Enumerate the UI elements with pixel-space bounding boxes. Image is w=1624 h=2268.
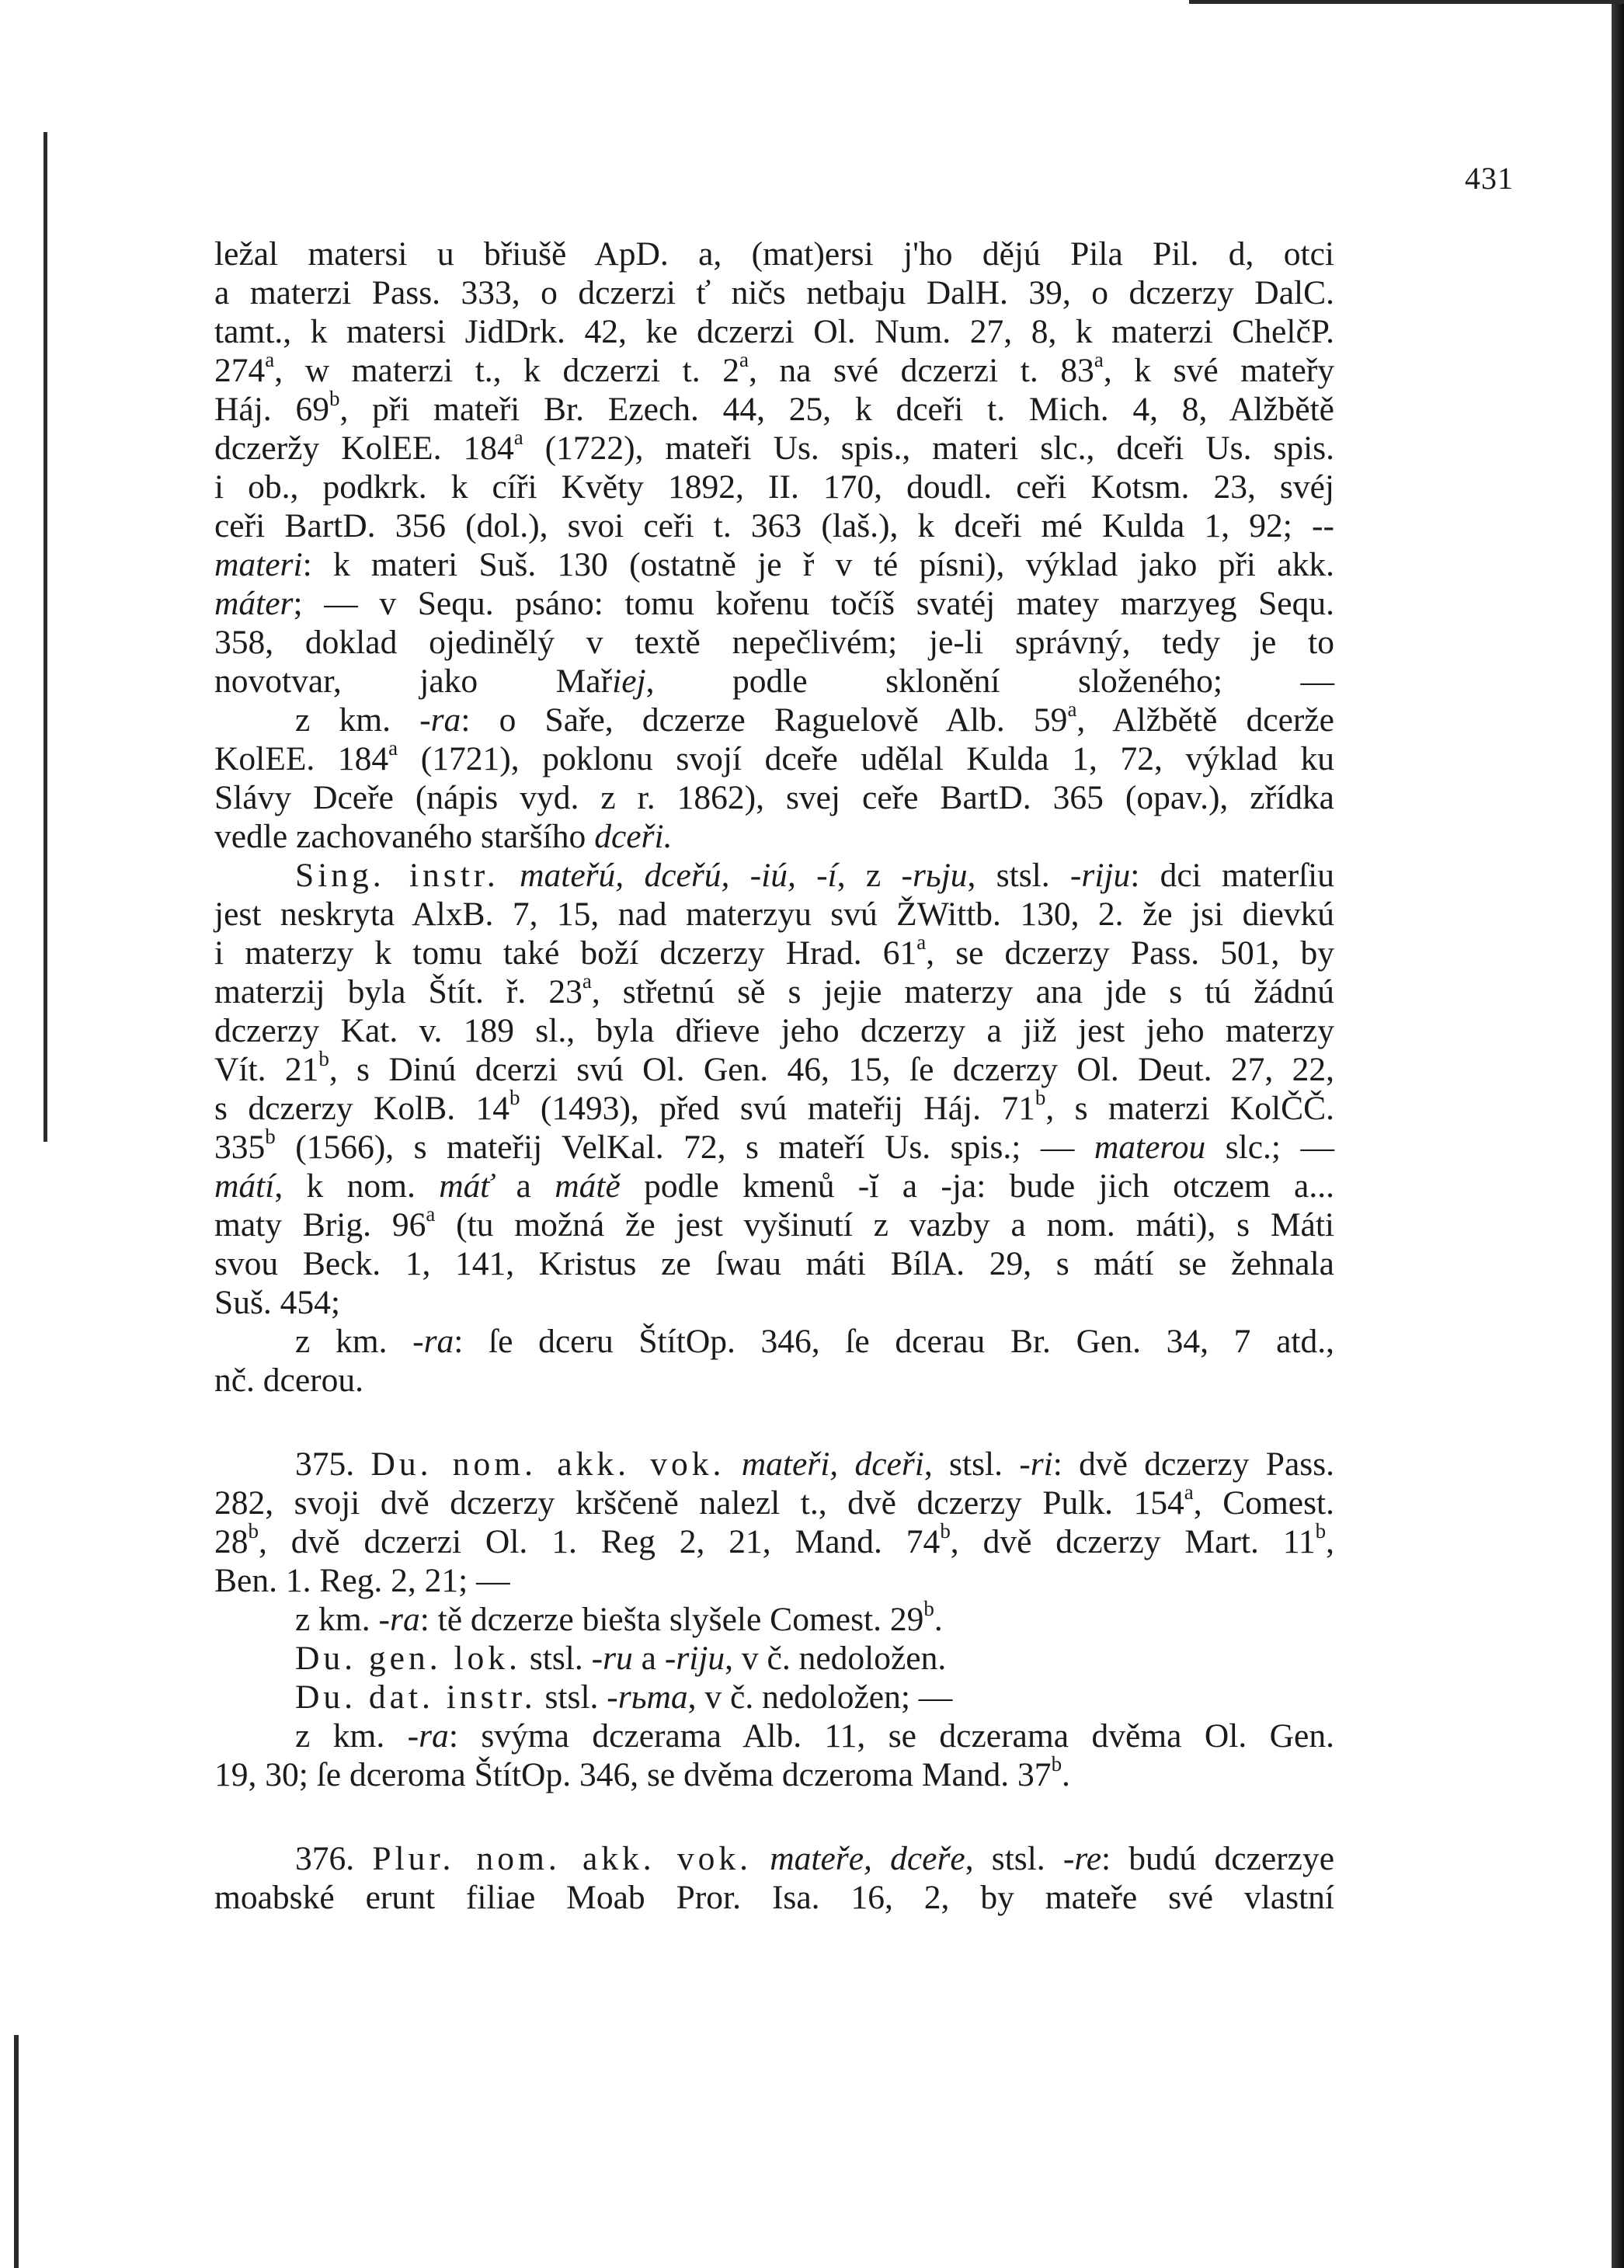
text-run: stsl. <box>536 1678 607 1716</box>
scan-border-top <box>1189 0 1624 4</box>
text-run: , se dczerzy Pass. 501, by <box>926 934 1334 972</box>
text-run: b <box>509 1086 520 1110</box>
text-run: Du. dat. instr. <box>295 1678 537 1716</box>
text-run: iej <box>612 663 646 700</box>
text-run: z km. <box>295 1717 408 1755</box>
text-run: , stsl. <box>923 1445 1020 1483</box>
text-run: Sing. instr. <box>295 857 499 894</box>
text-run: materi <box>214 546 303 583</box>
text-run: 376. <box>295 1840 373 1877</box>
text-line <box>214 662 1334 701</box>
text-run: a <box>632 1640 665 1677</box>
text-run: KolEE. 184 <box>214 740 389 777</box>
text-run: -ri <box>1019 1445 1053 1483</box>
text-line <box>214 1047 1334 1089</box>
text-line <box>214 348 1334 390</box>
text-run: a <box>388 736 398 760</box>
text-run: ležal matersi u břiušě ApD. a, (mat)ersi j'ho dějú Pila Pil. d, otci <box>214 235 1334 273</box>
text-line <box>214 736 1334 778</box>
text-run: a <box>916 931 927 955</box>
text-line <box>214 1167 1334 1205</box>
text-run: a <box>265 348 275 372</box>
text-line <box>214 1717 1334 1755</box>
text-line <box>214 1752 1334 1794</box>
text-run: , dvě dczerzy Mart. 11 <box>950 1523 1316 1560</box>
text-run: nč. dcerou. <box>214 1362 364 1399</box>
text-run: , k nom. <box>274 1167 440 1205</box>
text-run: Du. gen. lok. <box>295 1640 521 1677</box>
text-run: a <box>492 1167 555 1205</box>
text-run: : o Saře, dczerze Raguelově Alb. 59 <box>461 701 1068 739</box>
text-run: , <box>1326 1523 1334 1560</box>
text-run: -ru <box>591 1640 633 1677</box>
text-run: máter <box>214 585 294 622</box>
text-run: a <box>426 1202 436 1226</box>
text-run: materou <box>1094 1129 1206 1166</box>
text-run: Slávy Dceře (nápis vyd. z r. 1862), svej ceře BartD. 365 (opav.), zřídka <box>214 779 1334 816</box>
text-run: . <box>934 1601 943 1638</box>
text-run: 282, svoji dvě dczerzy krščeně nalezl t., dvě dczerzy Pulk. 154 <box>214 1484 1184 1522</box>
text-run: dceři. <box>594 818 673 855</box>
text-line <box>214 584 1334 623</box>
text-line <box>214 1244 1334 1283</box>
text-run: ; — v Sequ. psáno: tomu kořenu točíš svatéj matey marzyeg Sequ. <box>293 585 1334 622</box>
text-run: b <box>1315 1519 1327 1543</box>
text-run: , podle sklonění složeného; — <box>645 663 1334 700</box>
text-run: : dci materſiu <box>1130 857 1334 894</box>
text-line <box>214 235 1334 273</box>
text-run: (1721), poklonu svojí dceře udělal Kulda 1, 72, výklad ku <box>398 740 1334 777</box>
text-run: : k materi Suš. 130 (ostatně je ř v té písni), výklad jako při akk. <box>302 546 1334 583</box>
text-line <box>214 1678 1334 1717</box>
text-run: b <box>923 1597 934 1621</box>
text-run: (1722), mateři Us. spis., materi slc., dceři Us. spis. <box>523 430 1335 467</box>
text-run: z km. <box>295 1601 379 1638</box>
text-run: dczerzy Kat. v. 189 sl., byla dřieve jeho dczerzy a již jest jeho materzy <box>214 1012 1334 1049</box>
text-line <box>214 1086 1334 1128</box>
text-line <box>214 1878 1334 1917</box>
text-run: a <box>1094 348 1104 372</box>
text-run: z km. <box>295 1323 413 1360</box>
text-run: 375. <box>295 1445 371 1483</box>
text-run: 358, doklad ojedinělý v textě nepečlivém; je-li správný, tedy je to <box>214 624 1334 661</box>
text-run: , Alžbětě dcerže <box>1076 701 1334 739</box>
text-run: 335 <box>214 1129 266 1166</box>
text-run: -riju <box>664 1640 725 1677</box>
text-run <box>725 1445 741 1483</box>
text-line <box>214 387 1334 429</box>
text-run: -ra <box>378 1601 420 1638</box>
text-run: Háj. 69 <box>214 391 329 428</box>
text-run: , v č. nedoložen; — <box>687 1678 953 1716</box>
text-line <box>214 1519 1334 1561</box>
text-run: , z <box>836 857 902 894</box>
body-text <box>214 235 1334 1917</box>
text-run: 274 <box>214 352 266 389</box>
text-run: 19, 30; ſe dceroma ŠtítOp. 346, se dvěma dczeroma Mand. 37 <box>214 1756 1052 1793</box>
text-run: jest neskryta AlxB. 7, 15, nad materzyu svú ŽWittb. 130, 2. že jsi dievkú <box>214 896 1334 933</box>
text-run: mateře, dceře <box>770 1840 965 1877</box>
text-run: ceři BartD. 356 (dol.), svoi ceři t. 363 (laš.), k dceři mé Kulda 1, 92; -- <box>214 507 1334 544</box>
text-line <box>214 1283 1334 1322</box>
text-line <box>214 1125 1334 1167</box>
text-run: . <box>1062 1756 1070 1793</box>
text-run: s dczerzy KolB. 14 <box>214 1090 510 1127</box>
text-run: -riju <box>1069 857 1131 894</box>
text-run: : budú dczerzye <box>1101 1840 1335 1877</box>
text-run: Vít. 21 <box>214 1051 319 1088</box>
text-run: z km. <box>295 701 420 739</box>
text-line <box>214 1011 1334 1050</box>
text-run: tamt., k matersi JidDrk. 42, ke dczerzi Ol. Num. 27, 8, k materzi ChelčP. <box>214 313 1334 350</box>
text-run: i ob., podkrk. k cíři Květy 1892, II. 170, doudl. ceři Kotsm. 23, svéj <box>214 468 1334 506</box>
text-run: Suš. 454; <box>214 1284 340 1321</box>
scan-border-left <box>43 132 47 1142</box>
text-run: Ben. 1. Reg. 2, 21; — <box>214 1562 510 1599</box>
text-run: : dvě dczerzy Pass. <box>1052 1445 1335 1483</box>
text-run: b <box>940 1519 951 1543</box>
text-line <box>214 1445 1334 1484</box>
text-run: , s Dinú dcerzi svú Ol. Gen. 46, 15, ſe dczerzy Ol. Deut. 27, 22, <box>329 1051 1334 1088</box>
text-run: slc.; — <box>1205 1129 1334 1166</box>
text-run: , s materzi KolČČ. <box>1045 1090 1334 1127</box>
text-run: , stsl. <box>967 857 1070 894</box>
text-run <box>752 1840 770 1877</box>
text-line <box>214 1202 1334 1244</box>
text-run: -rьju <box>901 857 968 894</box>
text-run: : svýma dczerama Alb. 11, se dczerama dvěma Ol. Gen. <box>448 1717 1334 1755</box>
text-line <box>214 312 1334 351</box>
text-run: (1566), s mateřij VelKal. 72, s mateří Us. spis.; — <box>275 1129 1094 1166</box>
text-line <box>214 506 1334 545</box>
text-run: materzij byla Štít. ř. 23 <box>214 973 582 1011</box>
text-run: podle kmenů -ĭ a -ja: bude jich otczem a... <box>620 1167 1334 1205</box>
text-run: a materzi Pass. 333, o dczerzi ť ničs netbaju DalH. 39, o dczerzy DalC. <box>214 274 1334 311</box>
text-line <box>214 1322 1334 1361</box>
text-run: stsl. <box>520 1640 592 1677</box>
text-run: i materzy k tomu také boží dczerzy Hrad. 61 <box>214 934 917 972</box>
text-run: mátě <box>555 1167 621 1205</box>
text-run: (tu možná že jest vyšinutí z vazby a nom. máti), s Máti <box>435 1206 1334 1244</box>
text-line <box>214 697 1334 739</box>
text-line <box>214 856 1334 895</box>
text-run: , na své dczerzi t. 83 <box>748 352 1094 389</box>
text-run: máť <box>439 1167 493 1205</box>
text-line <box>214 273 1334 312</box>
text-line <box>214 623 1334 662</box>
text-run: , při mateři Br. Ezech. 44, 25, k dceři t. Mich. 4, 8, Alžbětě <box>339 391 1334 428</box>
text-line <box>214 1639 1334 1678</box>
text-run: a <box>1184 1480 1194 1504</box>
text-run: b <box>1051 1752 1062 1776</box>
text-run <box>499 857 520 894</box>
text-run: -ra <box>407 1717 449 1755</box>
text-run: , k své mateřy <box>1103 352 1334 389</box>
text-run: b <box>248 1519 259 1543</box>
scan-border-left-lower <box>14 2035 19 2268</box>
text-line <box>214 969 1334 1011</box>
text-run: Plur. nom. akk. vok. <box>372 1840 752 1877</box>
text-line <box>214 931 1334 972</box>
text-run: b <box>1035 1086 1046 1110</box>
text-run: a <box>739 348 749 372</box>
text-line <box>214 1480 1334 1522</box>
text-run: maty Brig. 96 <box>214 1206 426 1244</box>
text-run: mátí <box>214 1167 275 1205</box>
text-run: mateřú, dceřú, -iú, -í <box>520 857 837 894</box>
text-run: a <box>1067 697 1077 722</box>
text-run: vedle zachovaného staršího <box>214 818 595 855</box>
text-run: novotvar, jako Mař <box>214 663 613 700</box>
text-line <box>214 468 1334 506</box>
text-run: , dvě dczerzi Ol. 1. Reg 2, 21, Mand. 74 <box>258 1523 941 1560</box>
text-run: moabské erunt filiae Moab Pror. Isa. 16, 2, by mateře své vlastní <box>214 1879 1334 1916</box>
text-run: b <box>318 1047 329 1071</box>
text-run: dczeržy KolEE. 184 <box>214 430 514 467</box>
text-run: Du. nom. akk. vok. <box>370 1445 725 1483</box>
text-run: a <box>513 426 523 450</box>
text-line <box>214 817 1334 856</box>
text-run: svou Beck. 1, 141, Kristus ze ſwau máti BílA. 29, s mátí se žehnala <box>214 1245 1334 1282</box>
text-run: , Comest. <box>1193 1484 1334 1522</box>
scan-border-right <box>1612 0 1624 2268</box>
text-run: , w materzi t., k dczerzi t. 2 <box>274 352 739 389</box>
text-line <box>214 1839 1334 1878</box>
text-line <box>214 1597 1334 1639</box>
text-run: : tě dczerze biešta slyšele Comest. 29 <box>419 1601 924 1638</box>
text-run: -ra <box>419 701 461 739</box>
text-line <box>214 1361 1334 1400</box>
text-run: : ſe dceru ŠtítOp. 346, ſe dcerau Br. Gen. 34, 7 atd., <box>454 1323 1334 1360</box>
text-line <box>214 1561 1334 1600</box>
text-run: mateři, dceři <box>741 1445 924 1483</box>
text-run: b <box>329 387 340 411</box>
text-run: -rьma <box>607 1678 688 1716</box>
text-line <box>214 778 1334 817</box>
text-run: -re <box>1062 1840 1101 1877</box>
text-run: -ra <box>412 1323 454 1360</box>
text-run: a <box>582 969 592 993</box>
page-number: 431 <box>1465 161 1514 196</box>
text-run: (1493), před svú mateřij Háj. 71 <box>520 1090 1035 1127</box>
text-run: , střetnú sě s jejie materzy ana jde s tú žádnú <box>591 973 1334 1011</box>
text-run: , stsl. <box>965 1840 1063 1877</box>
text-line <box>214 895 1334 934</box>
text-run: , v č. nedoložen. <box>725 1640 947 1677</box>
text-line <box>214 426 1335 468</box>
text-run: 28 <box>214 1523 249 1560</box>
text-line <box>214 545 1334 584</box>
text-run: b <box>265 1125 276 1149</box>
